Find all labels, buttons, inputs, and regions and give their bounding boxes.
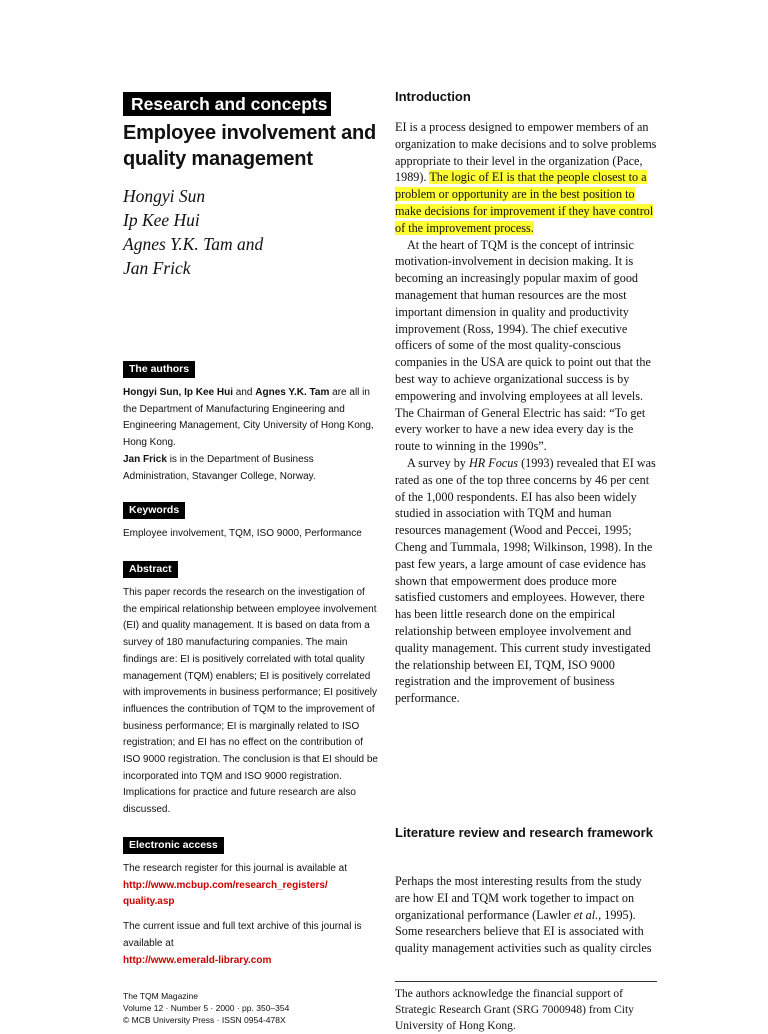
author-name: Jan Frick bbox=[123, 258, 191, 278]
abstract-text: This paper records the research on the investigation of the empirical relationship between employee involvement (EI) and quality management. It is based on data from a survey of 180 manufacturing companies. The main findings are: EI is positively correlated with total quality management (TQM) enablers; EI is positively correlated with improvements in business performance; EI positively influences the contribution of TQM to the improvement of business performance; EI is marginally related to ISO registration; and EI has no effect on the contribution of ISO 9000 registration. The conclusion is that EI should be incorporated into TQM and ISO 9000 registration. Implications for practice and future research are also discussed. bbox=[123, 587, 378, 816]
authors-affiliation bbox=[123, 385, 381, 485]
paragraph bbox=[395, 119, 657, 237]
italic-citation: et al. bbox=[573, 907, 599, 922]
introduction-body bbox=[395, 119, 657, 707]
electronic-access-label: Electronic access bbox=[123, 837, 224, 854]
author-name: Ip Kee Hui bbox=[123, 210, 200, 230]
journal-copyright: © MCB University Press · ISSN 0954-478X bbox=[123, 1015, 286, 1025]
paragraph-text: (1993) revealed that EI was rated as one of the top three concerns by 46 per cent of the 1,000 respondents. EI has also been widely studied in association with TQM and human resources management (Wood and Peccei, 1995; Cheng and Tummala, 1998; Wilkinson, 1998). In the past few years, a large amount of case evidence has shown that empowerment does produce more satisfied customers and employees. However, there has been little research done on the empirical relationship between employee involvement and quality management. This current study investigated the relationship between EI, TQM, ISO 9000 registration and the improvement of business performance. bbox=[395, 455, 656, 706]
author-names: Hongyi Sun, Ip Kee Hui bbox=[123, 387, 234, 398]
access-text: The current issue and full text archive of this journal is available at bbox=[123, 921, 362, 949]
acknowledgement-footnote bbox=[395, 981, 657, 1034]
article-title: Employee involvement and quality management bbox=[123, 122, 377, 170]
abstract-label: Abstract bbox=[123, 561, 178, 578]
literature-review-body bbox=[395, 873, 657, 957]
access-text: The research register for this journal is available at bbox=[123, 863, 347, 874]
paragraph-text: EI is a process designed to empower members of an organization to make decisions and to solve problems appropriate to their level in the organization (Pace, 1989). bbox=[395, 120, 657, 185]
authors-label: The authors bbox=[123, 361, 195, 378]
author-name: Hongyi Sun bbox=[123, 186, 206, 206]
author-list bbox=[123, 184, 381, 280]
authors-section bbox=[123, 359, 381, 485]
keywords-section bbox=[123, 500, 381, 543]
literature-review-heading: Literature review and research framework bbox=[395, 825, 653, 840]
author-names: Agnes Y.K. Tam bbox=[255, 387, 330, 398]
affiliation-text: is in the Department of Business Administration, Stavanger College, Norway. bbox=[123, 453, 316, 482]
emerald-library-link[interactable]: http://www.emerald-library.com bbox=[123, 954, 272, 966]
paragraph-text: Perhaps the most interesting results from the study are how EI and TQM work together to impact on organizational performance (Lawler bbox=[395, 874, 642, 922]
paragraph bbox=[395, 455, 657, 707]
author-name: Agnes Y.K. Tam and bbox=[123, 234, 264, 254]
research-register-link[interactable]: http://www.mcbup.com/research_registers/ quality.asp bbox=[123, 879, 328, 908]
author-names: Jan Frick bbox=[123, 453, 167, 465]
introduction-heading: Introduction bbox=[395, 89, 471, 104]
paragraph bbox=[395, 873, 657, 957]
keywords-label: Keywords bbox=[123, 502, 185, 519]
connector-text: and bbox=[233, 387, 256, 398]
paragraph-text: , 1995). Some researchers believe that EI is associated with quality management activities such as quality circles bbox=[395, 907, 652, 956]
acknowledgement-text: The authors acknowledge the financial support of Strategic Research Grant (SRG 7000948) from City University of Hong Kong. bbox=[395, 988, 634, 1032]
electronic-access-section bbox=[123, 835, 381, 969]
title-block bbox=[123, 92, 381, 280]
paragraph-text: A survey by bbox=[407, 455, 469, 470]
affiliation-text: are all in the Department of Manufacturing Engineering and Engineering Management, City University of Hong Kong, Hong Kong. bbox=[123, 387, 374, 449]
journal-footer bbox=[123, 990, 363, 1026]
abstract-section bbox=[123, 559, 381, 819]
paragraph: At the heart of TQM is the concept of intrinsic motivation-involvement in decision making. It is becoming an increasingly popular maxim of good management that human resources are the most important dimension in quality and productivity improvement (Ross, 1994). The chief executive officers of some of the most quality-conscious companies in the USA are quick to point out that the best way to achieve organizational success is by empowering and involving employees at all levels. The Chairman of General Electric has said: “To get every worker to have a new idea every day is the route to winning in the 1990s”. bbox=[395, 237, 651, 454]
section-label: Research and concepts bbox=[123, 92, 331, 116]
journal-volume: Volume 12 · Number 5 · 2000 · pp. 350–354 bbox=[123, 1003, 290, 1013]
italic-citation: HR Focus bbox=[468, 455, 519, 470]
keywords-text: Employee involvement, TQM, ISO 9000, Performance bbox=[123, 528, 362, 539]
highlighted-text[interactable]: The logic of EI is that the people closest to a problem or opportunity are in the best position to make decisions for improvement if they have control of the improvement process. bbox=[395, 170, 654, 235]
journal-name: The TQM Magazine bbox=[123, 991, 198, 1001]
